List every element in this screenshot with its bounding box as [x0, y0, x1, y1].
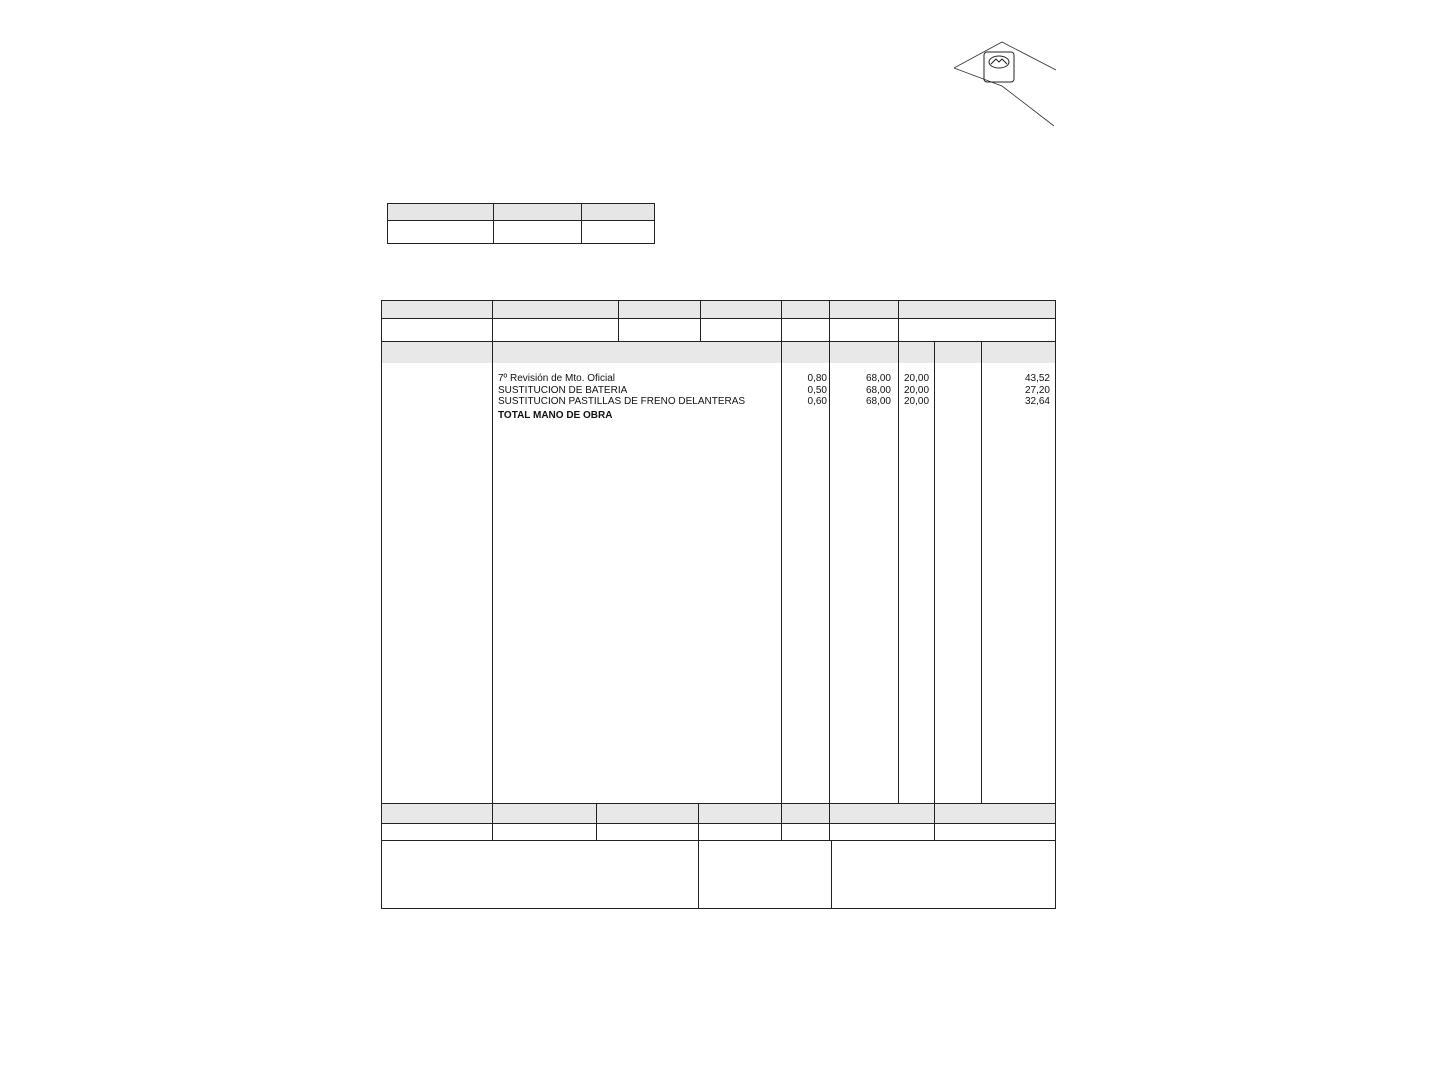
labour-row-discount: 20,00: [904, 373, 930, 384]
labour-row-description: SUSTITUCION DE BATERIA: [498, 384, 628, 396]
labour-row-description: 7º Revisión de Mto. Oficial: [498, 373, 616, 384]
labour-row-quantity: 0,50: [807, 384, 827, 396]
labour-row-price: 68,00: [865, 384, 891, 396]
labour-row-amount: 32,64: [1024, 396, 1050, 407]
invoice-number: [388, 221, 494, 244]
labour-row-quantity: 0,80: [807, 373, 827, 384]
invoice-number-label: [388, 204, 494, 221]
mazda-logo-icon: [952, 40, 1056, 130]
invoice-reference: [582, 221, 655, 244]
labour-row-discount: 20,00: [904, 396, 930, 407]
labour-row-discount: 20,00: [904, 384, 930, 396]
total-mano-obra-line-label: TOTAL MANO DE OBRA: [498, 409, 613, 421]
labour-row-description: SUSTITUCION PASTILLAS DE FRENO DELANTERAS: [498, 396, 746, 407]
labour-row-amount: 43,52: [1024, 373, 1050, 384]
labour-row-price: 68,00: [865, 396, 891, 407]
invoice-date-label: [494, 204, 582, 221]
invoice-header-table: [387, 203, 655, 244]
labour-row-price: 68,00: [865, 373, 891, 384]
invoice-reference-label: [582, 204, 655, 221]
labour-row-quantity: 0,60: [807, 396, 827, 407]
invoice-body: [381, 300, 1056, 909]
labour-row-amount: 27,20: [1024, 384, 1050, 396]
invoice-date: [494, 221, 582, 244]
